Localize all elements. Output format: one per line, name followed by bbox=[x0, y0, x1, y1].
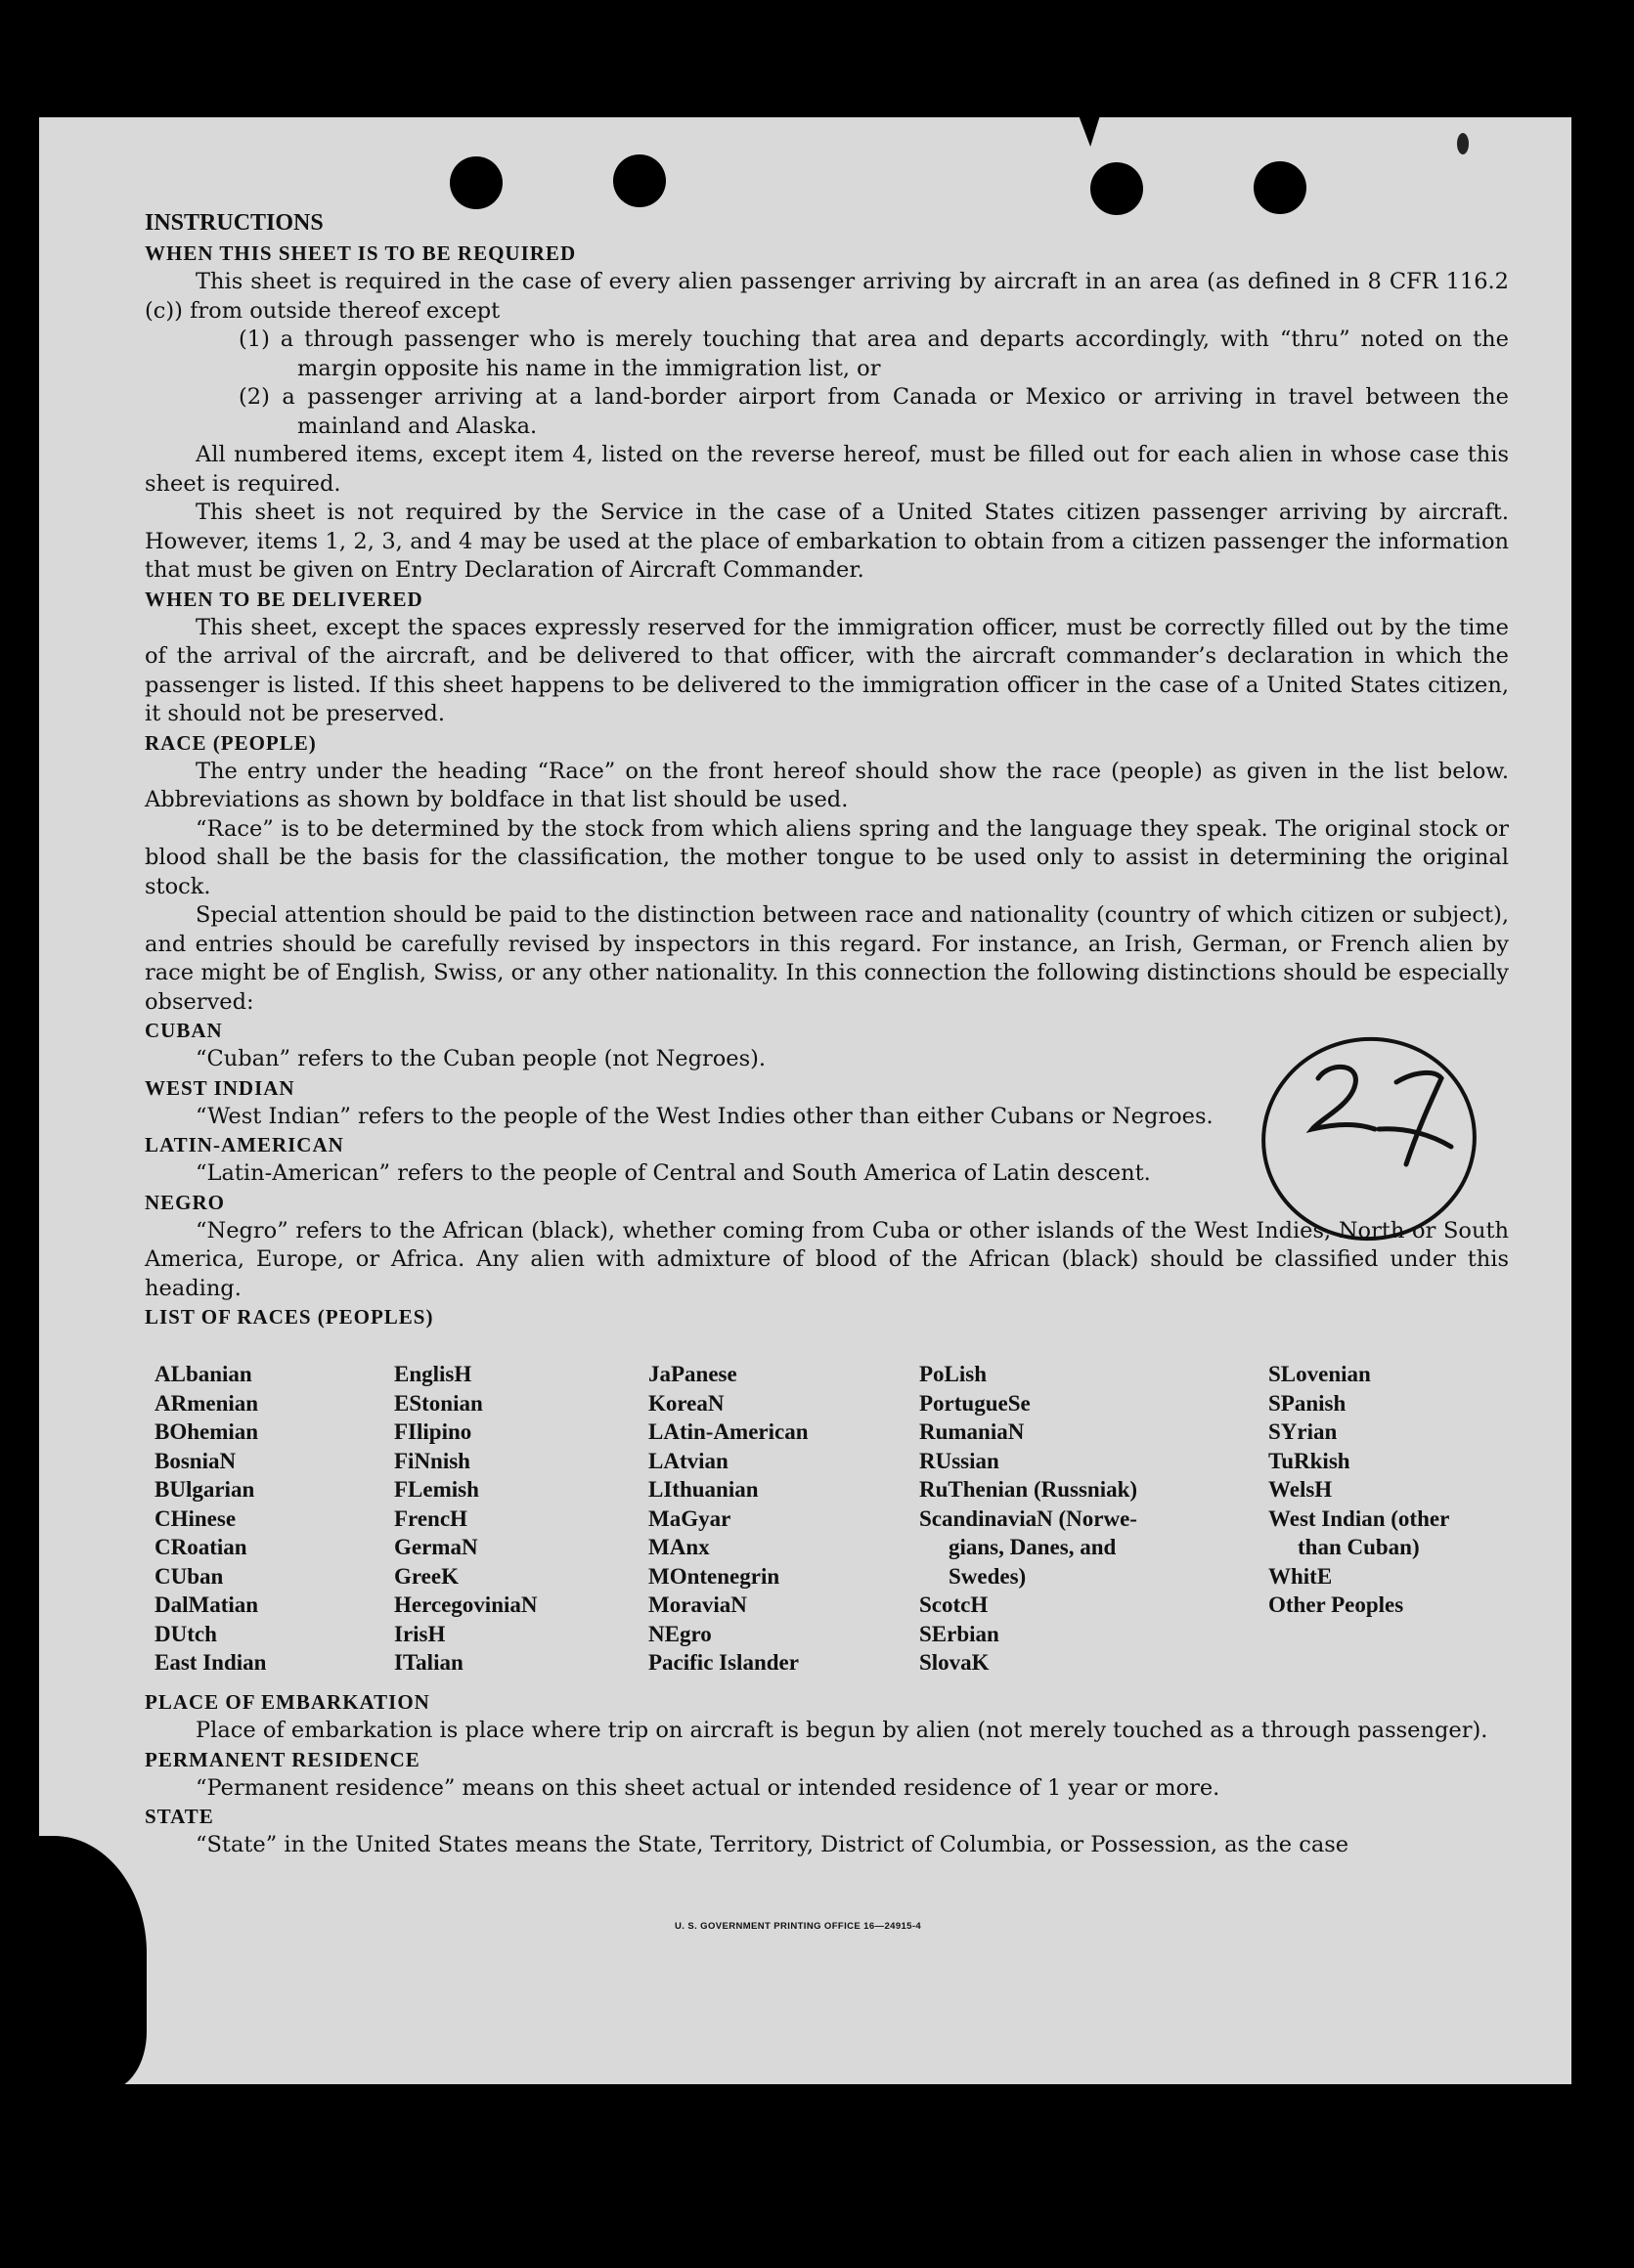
race-item: FiNnish bbox=[394, 1448, 470, 1473]
race-item: RuThenian (Russniak) bbox=[919, 1477, 1138, 1502]
race-item: BosniaN bbox=[155, 1448, 237, 1473]
race-item: LAtvian bbox=[648, 1448, 729, 1473]
race-item-continued: gians, Danes, and bbox=[949, 1535, 1117, 1559]
heading-state: STATE bbox=[145, 1805, 214, 1828]
paragraph: Special attention should be paid to the distinction between race and nationality (country of which citizen or subject), and entries should be carefully revised by inspectors in this regard. For instance, an Irish, German, or French alien by race might be of English, Swiss, or any other nationality. In this connection the following distinctions should be especially observed: bbox=[145, 902, 1509, 1015]
paragraph: “West Indian” refers to the people of the West Indies other than either Cubans or Negroes. bbox=[196, 1103, 1214, 1129]
paragraph: The entry under the heading “Race” on the front hereof should show the race (people) as given in the list below. Abbreviations as shown by boldface in that list should be used. bbox=[145, 758, 1509, 812]
heading-when-delivered: WHEN TO BE DELIVERED bbox=[145, 587, 423, 611]
paragraph: This sheet, except the spaces expressly reserved for the immigration officer, must be correctly filled out by the time of the arrival of the aircraft, and be delivered to that officer, with the aircraft commander’s declaration in which the passenger is listed. If this sheet happens to be delivered to the immigration officer in the case of a United States citizen, it should not be preserved. bbox=[145, 614, 1509, 726]
punch-hole bbox=[613, 154, 666, 207]
paragraph: All numbered items, except item 4, listed on the reverse hereof, must be filled out for each alien in whose case this sheet is required. bbox=[145, 442, 1509, 497]
race-item: LAtin-American bbox=[648, 1419, 809, 1444]
paragraph: This sheet is required in the case of every alien passenger arriving by aircraft in an area (as defined in 8 CFR 116.2 (c)) from outside thereof except bbox=[145, 269, 1509, 324]
race-item-continued: than Cuban) bbox=[1298, 1535, 1420, 1559]
definitions-block bbox=[145, 1688, 1509, 1860]
race-item: IrisH bbox=[394, 1621, 446, 1646]
races-column-1 bbox=[155, 1360, 266, 1678]
paragraph: “Permanent residence” means on this sheet actual or intended residence of 1 year or more. bbox=[196, 1774, 1220, 1801]
punch-hole bbox=[1254, 161, 1306, 214]
race-item: SlovaK bbox=[919, 1650, 990, 1675]
race-item: East Indian bbox=[155, 1650, 267, 1675]
race-item: SPanish bbox=[1268, 1390, 1347, 1416]
race-item: GreeK bbox=[394, 1563, 459, 1589]
race-item: PortugueSe bbox=[919, 1390, 1031, 1416]
races-column-3 bbox=[648, 1360, 809, 1678]
race-item: ITalian bbox=[394, 1650, 464, 1675]
heading-cuban: CUBAN bbox=[145, 1019, 223, 1042]
race-item: BOhemian bbox=[155, 1419, 259, 1444]
heading-permanent-residence: PERMANENT RESIDENCE bbox=[145, 1747, 420, 1771]
races-column-2 bbox=[394, 1360, 538, 1678]
paragraph: “Cuban” refers to the Cuban people (not Negroes). bbox=[196, 1046, 767, 1071]
paragraph: “Race” is to be determined by the stock from which aliens spring and the language they speak. The original stock or blood shall be the basis for the classification, the mother tongue to be used only to assist in determining the original stock. bbox=[145, 815, 1509, 899]
race-item: Other Peoples bbox=[1268, 1592, 1404, 1617]
paragraph: “Latin-American” refers to the people of Central and South America of Latin descent. bbox=[196, 1160, 1151, 1186]
paragraph: Place of embarkation is place where trip on aircraft is begun by alien (not merely touched as a through passenger). bbox=[196, 1718, 1488, 1743]
race-item: ARmenian bbox=[155, 1390, 259, 1416]
race-item: FIlipino bbox=[394, 1419, 472, 1444]
handwritten-circled-number bbox=[1250, 1022, 1484, 1256]
heading-west-indian: WEST INDIAN bbox=[145, 1075, 295, 1100]
heading-list-of-races: LIST OF RACES (PEOPLES) bbox=[145, 1305, 434, 1329]
race-item: SLovenian bbox=[1268, 1362, 1371, 1386]
race-item: FrencH bbox=[394, 1505, 467, 1531]
paragraph: “State” in the United States means the State, Territory, District of Columbia, or Possession, as the case bbox=[196, 1832, 1349, 1857]
race-item: LIthuanian bbox=[648, 1477, 759, 1502]
race-item: MaGyar bbox=[648, 1505, 731, 1531]
race-item: NEgro bbox=[648, 1621, 712, 1646]
heading-place-of-embarkation: PLACE OF EMBARKATION bbox=[145, 1690, 430, 1714]
race-item: RumaniaN bbox=[919, 1419, 1025, 1444]
race-item: CRoatian bbox=[155, 1535, 247, 1559]
race-item: CUban bbox=[155, 1563, 224, 1589]
race-item: ScandinaviaN (Norwe- bbox=[919, 1505, 1137, 1531]
race-item: FLemish bbox=[394, 1477, 479, 1502]
race-item: GermaN bbox=[394, 1535, 478, 1559]
speck bbox=[1457, 133, 1469, 154]
race-item: MOntenegrin bbox=[648, 1563, 780, 1589]
race-item-continued: Swedes) bbox=[949, 1563, 1027, 1589]
race-item: BUlgarian bbox=[155, 1477, 255, 1502]
race-item: WelsH bbox=[1268, 1477, 1333, 1502]
race-item: EnglisH bbox=[394, 1362, 472, 1386]
race-item: SErbian bbox=[919, 1621, 999, 1646]
race-item: PoLish bbox=[919, 1362, 988, 1386]
list-item: (2) a passenger arriving at a land-border airport from Canada or Mexico or arriving in travel between the mainland and Alaska. bbox=[239, 384, 1509, 439]
heading-negro: NEGRO bbox=[145, 1190, 226, 1214]
race-item: Pacific Islander bbox=[648, 1650, 799, 1675]
race-item: EStonian bbox=[394, 1390, 483, 1416]
printer-imprint: U. S. GOVERNMENT PRINTING OFFICE 16—24915-4 bbox=[675, 1921, 922, 1932]
race-item: SYrian bbox=[1268, 1419, 1338, 1444]
race-item: DalMatian bbox=[155, 1592, 259, 1617]
race-item: RUssian bbox=[919, 1448, 999, 1473]
races-column-5 bbox=[1268, 1360, 1449, 1620]
race-item: KoreaN bbox=[648, 1390, 725, 1416]
paragraph: “Negro” refers to the African (black), whether coming from Cuba or other islands of the West Indies, North or South America, Europe, or Africa. Any alien with admixture of blood of the African (black) should be classified under this heading. bbox=[145, 1217, 1509, 1301]
race-item: DUtch bbox=[155, 1621, 217, 1646]
paragraph: This sheet is not required by the Service in the case of a United States citizen passenger arriving by aircraft. However, items 1, 2, 3, and 4 may be used at the place of embarkation to obtain from a citizen passenger the information that must be given on Entry Declaration of Aircraft Commander. bbox=[145, 500, 1509, 583]
race-item: WhitE bbox=[1268, 1563, 1333, 1589]
list-item: (1) a through passenger who is merely touching that area and departs accordingly, with “thru” noted on the margin opposite his name in the immigration list, or bbox=[239, 327, 1509, 381]
race-item: MAnx bbox=[648, 1535, 710, 1559]
races-column-4 bbox=[919, 1360, 1137, 1678]
race-item: MoraviaN bbox=[648, 1592, 747, 1617]
race-item: HercegoviniaN bbox=[394, 1592, 538, 1617]
race-item: ScotcH bbox=[919, 1592, 989, 1617]
race-item: CHinese bbox=[155, 1505, 237, 1531]
race-item: TuRkish bbox=[1268, 1448, 1350, 1473]
heading-latin-american: LATIN-AMERICAN bbox=[145, 1133, 344, 1156]
punch-hole bbox=[450, 156, 503, 209]
race-item: ALbanian bbox=[155, 1362, 252, 1386]
page-title: INSTRUCTIONS bbox=[145, 210, 324, 236]
race-item: JaPanese bbox=[648, 1362, 737, 1386]
heading-race: RACE (PEOPLE) bbox=[145, 730, 317, 755]
heading-when-required: WHEN THIS SHEET IS TO BE REQUIRED bbox=[145, 241, 577, 265]
race-item: West Indian (other bbox=[1268, 1505, 1450, 1531]
